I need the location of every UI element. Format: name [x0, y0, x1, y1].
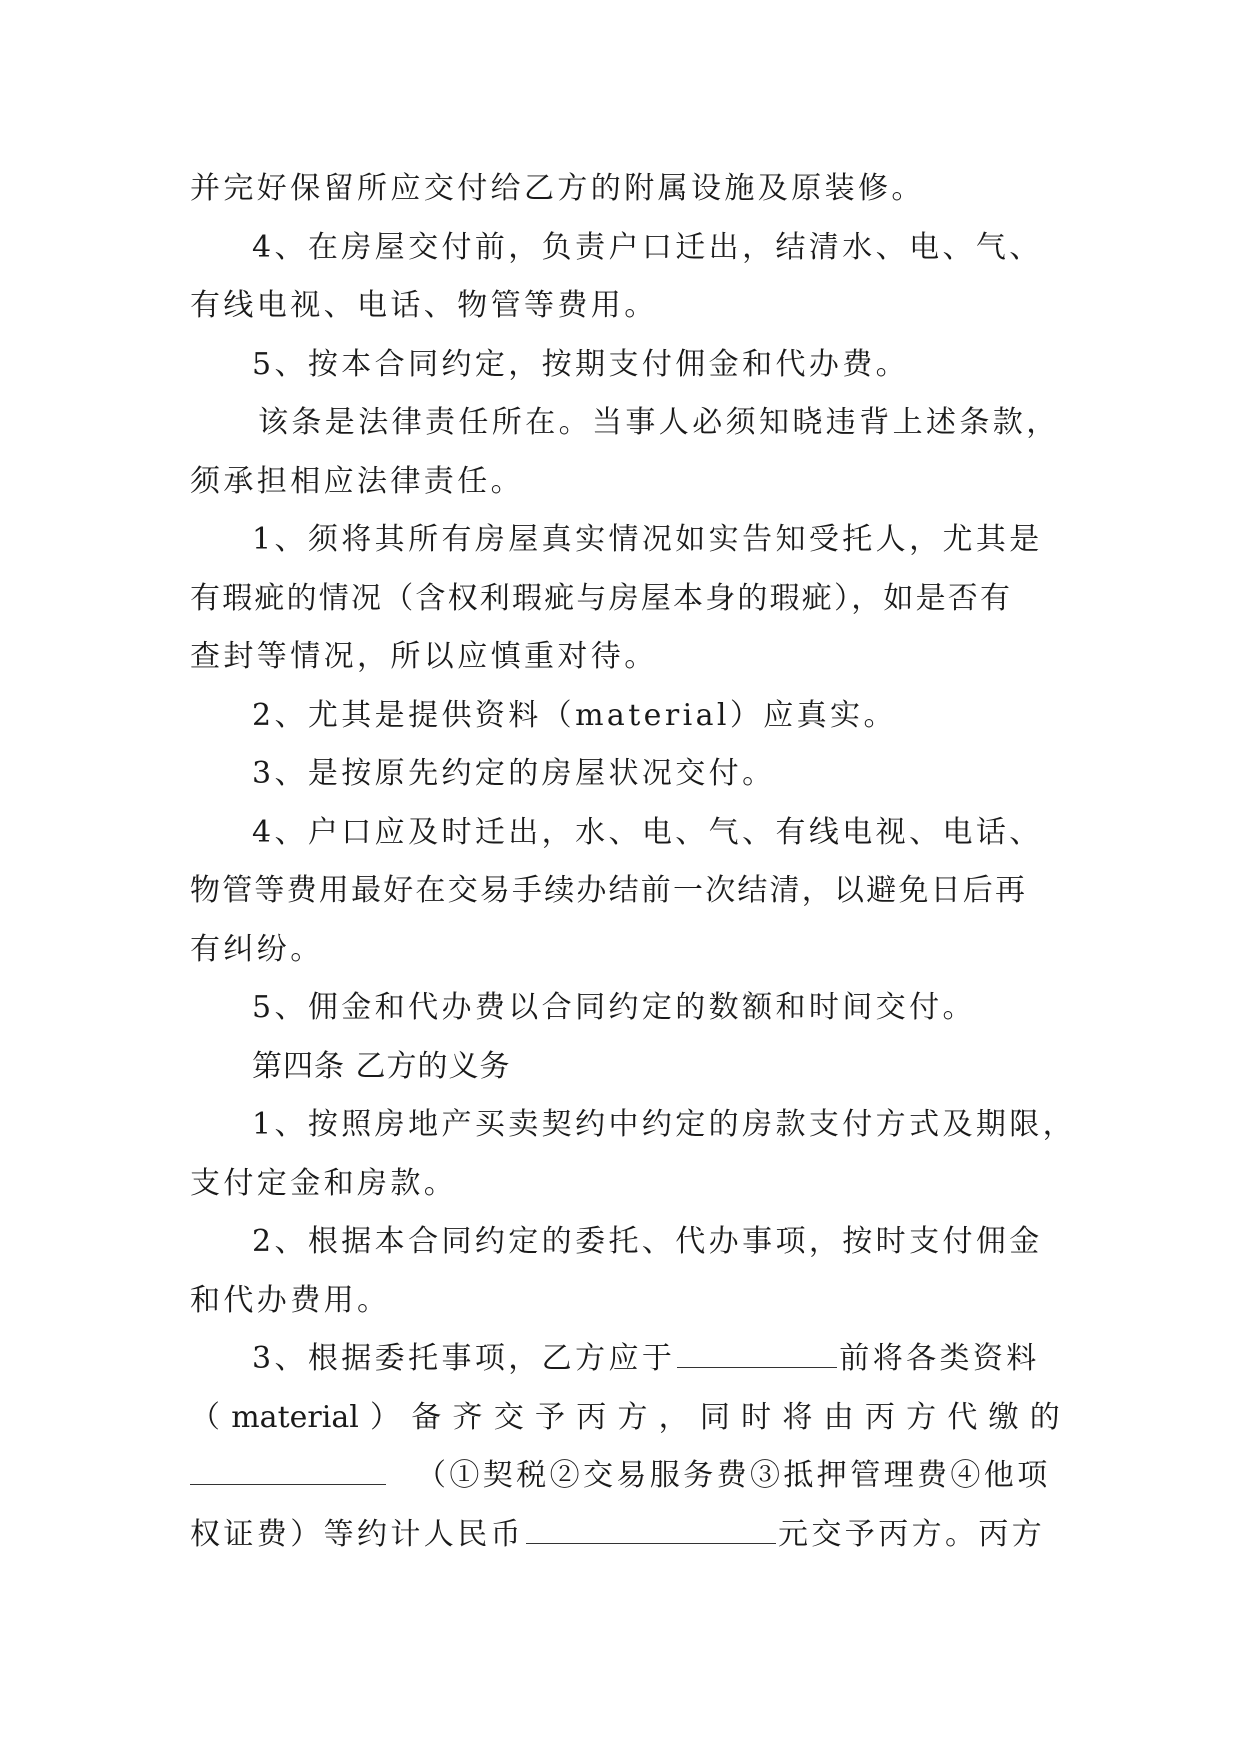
text-line: 4、户口应及时迁出，水、电、气、有线电视、电话、 — [252, 814, 1043, 850]
justified-token: 同 — [699, 1399, 730, 1435]
justified-token: 方 — [906, 1399, 937, 1435]
text-line: 该条是法律责任所在。当事人必须知晓违背上述条款， — [258, 405, 1060, 440]
text-line: 有瑕疵的情况（含权利瑕疵与房屋本身的瑕疵），如是否有 — [190, 580, 1013, 616]
text-line: 5、按本合同约定，按期支付佣金和代办费。 — [252, 346, 910, 382]
justified-token: 予 — [534, 1399, 565, 1435]
text-line: 并完好保留所应交付给乙方的附属设施及原装修。 — [190, 171, 925, 206]
text-line: 有纠纷。 — [190, 931, 324, 967]
text-line: 3、是按原先约定的房屋状况交付。 — [252, 756, 776, 791]
text-line: 1、按照房地产买卖契约中约定的房款支付方式及期限， — [252, 1107, 1077, 1142]
clause3-line3 — [190, 1447, 1060, 1506]
justified-token: 齐 — [452, 1399, 483, 1435]
justified-token: 交 — [493, 1399, 524, 1435]
justified-token: 时 — [741, 1399, 772, 1435]
text-line: 5、佣金和代办费以合同约定的数额和时间交付。 — [252, 990, 976, 1025]
article-heading: 第四条 乙方的义务 — [252, 1048, 511, 1084]
justified-token: 的 — [1029, 1399, 1060, 1435]
fee-items-blank — [190, 1454, 386, 1485]
text-line: 4、在房屋交付前，负责户口迁出，结清水、电、气、 — [252, 229, 1043, 265]
clause3-text: 权证费）等约计人民币 — [190, 1516, 524, 1552]
clause3-text: 3、根据委托事项，乙方应于 — [252, 1341, 676, 1376]
amount-blank — [526, 1513, 776, 1544]
date-blank — [677, 1337, 837, 1368]
text-line: 有线电视、电话、物管等费用。 — [190, 288, 658, 323]
justified-token: 丙 — [864, 1399, 895, 1435]
clause3-line2 — [190, 1389, 1060, 1448]
clause3-line1 — [190, 1330, 1060, 1389]
text-line: 和代办费用。 — [190, 1282, 391, 1318]
justified-token: 备 — [411, 1399, 442, 1435]
text-line: 查封等情况，所以应慎重对待。 — [190, 639, 658, 674]
justified-token: 由 — [823, 1399, 854, 1435]
text-line: 物管等费用最好在交易手续办结前一次结清，以避免日后再 — [190, 873, 1028, 908]
text-line: 2、根据本合同约定的委托、代办事项，按时支付佣金 — [252, 1224, 1043, 1259]
justified-token: ， — [658, 1399, 689, 1435]
justified-token: material — [231, 1399, 359, 1435]
justified-token: 丙 — [576, 1399, 607, 1435]
clause3-text: （①契税②交易服务费③抵押管理费④他项 — [416, 1458, 1051, 1493]
text-line: 2、尤其是提供资料（material）应真实。 — [252, 697, 897, 733]
justified-token: ） — [370, 1399, 401, 1435]
justified-token: 方 — [617, 1399, 648, 1435]
contract-body — [190, 160, 1077, 1564]
justified-token: 缴 — [988, 1399, 1019, 1435]
text-line: 1、须将其所有房屋真实情况如实告知受托人，尤其是 — [252, 522, 1043, 557]
text-line: 须承担相应法律责任。 — [190, 463, 524, 499]
justified-token: 代 — [947, 1399, 978, 1435]
justified-token: 将 — [782, 1399, 813, 1435]
justified-token: （ — [190, 1399, 220, 1435]
clause3-text: 前将各类资料 — [839, 1341, 1040, 1376]
clause3-text: 元交予丙方。丙方 — [778, 1516, 1046, 1552]
text-line: 支付定金和房款。 — [190, 1165, 458, 1201]
clause3-line4 — [190, 1506, 1060, 1565]
